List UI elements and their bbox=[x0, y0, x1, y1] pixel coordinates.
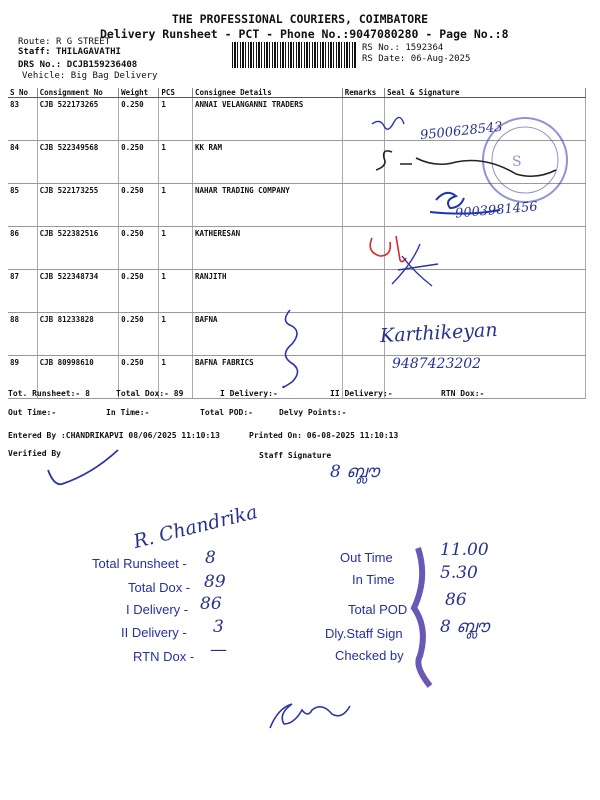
row-consignment-no: CJB 522173265 bbox=[37, 98, 119, 141]
stamp-total-pod-label: Total POD bbox=[348, 602, 408, 617]
stamp-total-dox-value: 89 bbox=[204, 572, 226, 592]
row-pcs: 1 bbox=[159, 227, 193, 270]
row-consignee: KATHERESAN bbox=[192, 227, 342, 270]
row-consignment-no: CJB 522349568 bbox=[37, 141, 119, 184]
row-consignee: KK RAM bbox=[192, 141, 342, 184]
col-remarks: Remarks bbox=[342, 88, 384, 98]
stamp-in-time-value: 5.30 bbox=[440, 563, 478, 583]
route-label: Route: bbox=[18, 37, 51, 47]
row-sno: 84 bbox=[8, 141, 37, 184]
row-weight: 0.250 bbox=[119, 184, 159, 227]
rs-date-value: 06-Aug-2025 bbox=[410, 54, 471, 64]
col-sno: S No bbox=[8, 88, 37, 98]
verified-by: Verified By bbox=[8, 449, 61, 458]
checker-name: R. Chandrika bbox=[131, 500, 260, 554]
row-sno: 88 bbox=[8, 313, 37, 356]
staff-signature-scrawl: 8 ബ്ലൗ bbox=[330, 462, 379, 482]
row-pcs: 1 bbox=[159, 141, 193, 184]
drs-value: DCJB159236408 bbox=[66, 60, 138, 70]
stamp-i-delivery-label: I Delivery - bbox=[126, 602, 189, 617]
col-weight: Weight bbox=[119, 88, 159, 98]
violet-stamp-blot bbox=[414, 548, 430, 686]
row-consignment-no: CJB 80998610 bbox=[37, 356, 119, 399]
drs-label: DRS No.: bbox=[18, 60, 62, 70]
row-consignee: BAFNA bbox=[192, 313, 342, 356]
handwritten-phone-2: 9003981456 bbox=[454, 199, 539, 222]
row-sno: 86 bbox=[8, 227, 37, 270]
stamp-out-time-value: 11.00 bbox=[440, 540, 489, 560]
tot-runsheet: Tot. Runsheet:- 8 bbox=[8, 389, 90, 398]
row-pcs: 1 bbox=[159, 313, 193, 356]
handwritten-phone-3: 9487423202 bbox=[392, 356, 482, 372]
row-sno: 85 bbox=[8, 184, 37, 227]
stamp-total-runsheet-value: 8 bbox=[205, 548, 216, 568]
col-consignee: Consignee Details bbox=[192, 88, 342, 98]
rs-no-label: RS No.: bbox=[362, 43, 400, 53]
row-consignment-no: CJB 81233828 bbox=[37, 313, 119, 356]
rs-date-label: RS Date: bbox=[362, 54, 406, 64]
delvy-points: Delvy Points:- bbox=[279, 408, 347, 417]
row-consignee: RANJITH bbox=[192, 270, 342, 313]
row-weight: 0.250 bbox=[119, 356, 159, 399]
row-consignment-no: CJB 522348734 bbox=[37, 270, 119, 313]
rs-no-value: 1592364 bbox=[405, 43, 444, 53]
i-delivery: I Delivery:- bbox=[220, 389, 278, 398]
stamp-ii-delivery-label: II Delivery - bbox=[121, 625, 187, 640]
bottom-signature bbox=[270, 704, 350, 728]
stamp-total-pod-value: 86 bbox=[445, 590, 467, 610]
signature-row-85 bbox=[430, 193, 500, 214]
total-pod: Total POD:- bbox=[200, 408, 253, 417]
row-consignee: BAFNA FABRICS bbox=[192, 356, 342, 399]
row-sno: 87 bbox=[8, 270, 37, 313]
rtn-dox: RTN Dox:- bbox=[441, 389, 485, 398]
entered-by: Entered By :CHANDRIKAPVI 08/06/2025 11:10:13 bbox=[8, 431, 220, 440]
svg-text:Ѕ: Ѕ bbox=[512, 154, 522, 170]
route-value: R G STREET bbox=[55, 37, 111, 47]
stamp-checked-by-label: Checked by bbox=[335, 648, 404, 663]
company-title: THE PROFESSIONAL COURIERS, COIMBATORE bbox=[171, 12, 429, 26]
vehicle-value: Big Bag Delivery bbox=[70, 71, 158, 81]
row-pcs: 1 bbox=[159, 98, 193, 141]
signature-row-83 bbox=[372, 117, 404, 129]
printed-on: Printed On: 06-08-2025 11:10:13 bbox=[249, 431, 399, 440]
row-pcs: 1 bbox=[159, 270, 193, 313]
row-consignee: ANNAI VELANGANNI TRADERS bbox=[192, 98, 342, 141]
row-weight: 0.250 bbox=[119, 141, 159, 184]
row-weight: 0.250 bbox=[119, 270, 159, 313]
col-seal-signature: Seal & Signature bbox=[385, 88, 586, 98]
row-pcs: 1 bbox=[159, 184, 193, 227]
stamp-dly-staff-sign-label: Dly.Staff Sign bbox=[325, 626, 403, 641]
red-mark-row-86 bbox=[370, 236, 406, 262]
stamp-total-runsheet-label: Total Runsheet - bbox=[92, 556, 187, 571]
signature-row-84 bbox=[376, 151, 556, 176]
out-time: Out Time:- bbox=[8, 408, 57, 417]
row-weight: 0.250 bbox=[119, 313, 159, 356]
signature-row-88-89 bbox=[283, 310, 298, 387]
staff-value: THILAGAVATHI bbox=[55, 47, 121, 57]
stamp-ii-delivery-value: 3 bbox=[213, 617, 224, 637]
row-weight: 0.250 bbox=[119, 227, 159, 270]
stamp-rtn-dox-label: RTN Dox - bbox=[133, 649, 195, 664]
ii-delivery: II Delivery:- bbox=[330, 389, 393, 398]
row-pcs: 1 bbox=[159, 356, 193, 399]
stamp-i-delivery-value: 86 bbox=[200, 594, 222, 614]
row-consignee: NAHAR TRADING COMPANY bbox=[192, 184, 342, 227]
row-consignment-no: CJB 522173255 bbox=[37, 184, 119, 227]
round-seal-stamp bbox=[483, 118, 567, 202]
row-consignment-no: CJB 522382516 bbox=[37, 227, 119, 270]
row-weight: 0.250 bbox=[119, 98, 159, 141]
vehicle-label: Vehicle: bbox=[22, 71, 66, 81]
stamp-rtn-dox-value: — bbox=[210, 640, 227, 660]
stamp-out-time-label: Out Time bbox=[340, 550, 393, 565]
col-consignment: Consignment No bbox=[37, 88, 119, 98]
handwritten-phone-1: 9500628543 bbox=[419, 119, 504, 144]
staff-signature-label: Staff Signature bbox=[259, 451, 332, 460]
row-sno: 83 bbox=[8, 98, 37, 141]
total-dox: Total Dox:- 89 bbox=[116, 389, 184, 398]
runsheet-title: Delivery Runsheet - PCT - Phone No.:9047080280 - Page No.:8 bbox=[100, 27, 509, 41]
verified-checkmark bbox=[48, 450, 118, 484]
row-sno: 89 bbox=[8, 356, 37, 399]
stamp-in-time-label: In Time bbox=[352, 572, 395, 587]
stamp-total-dox-label: Total Dox - bbox=[128, 580, 191, 595]
staff-label: Staff: bbox=[18, 47, 51, 57]
handwritten-name-signature: Karthikeyan bbox=[379, 318, 499, 348]
stamp-dly-staff-sign-scrawl: 8 ബ്ലൗ bbox=[440, 617, 489, 637]
in-time: In Time:- bbox=[106, 408, 150, 417]
col-pcs: PCS bbox=[159, 88, 193, 98]
